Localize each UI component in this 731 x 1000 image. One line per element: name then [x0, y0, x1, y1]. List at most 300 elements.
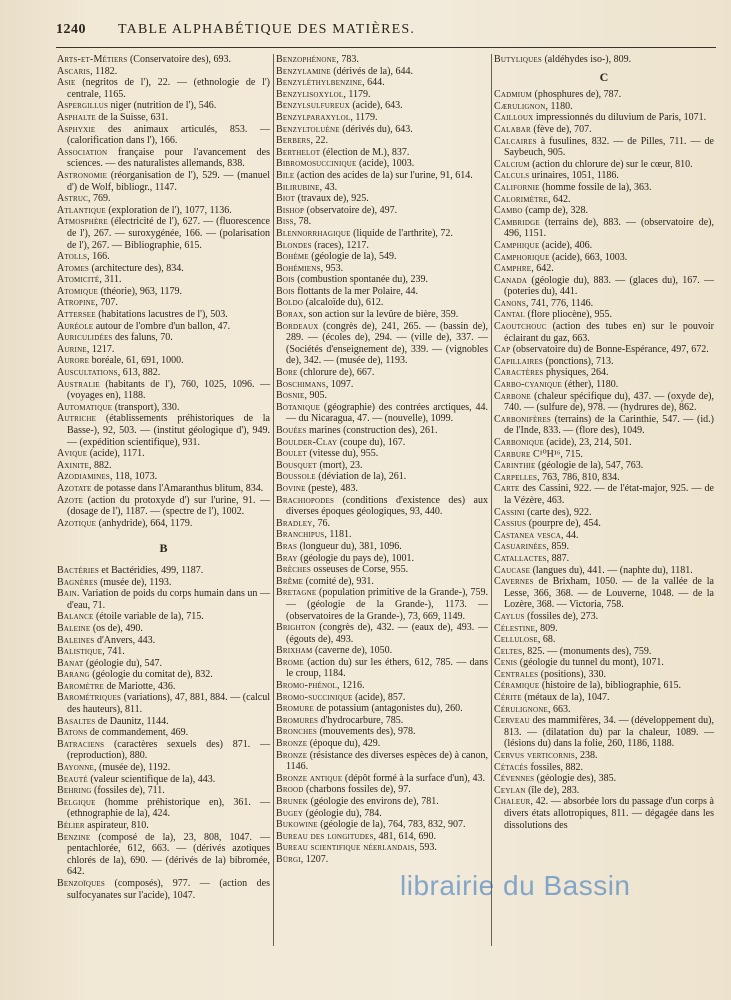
entry-headword: Baleine	[57, 622, 91, 634]
index-entry	[276, 228, 488, 240]
entry-headword: Carpelles	[494, 471, 538, 483]
entry-references: (fossiles de), 711.	[91, 785, 165, 797]
entry-references: , 613, 882.	[117, 367, 161, 379]
entry-references: flottants de la mer Polaire, 44.	[294, 285, 419, 297]
index-entry	[57, 739, 270, 762]
entry-references: (géologie du), 784.	[303, 807, 382, 819]
index-entry	[57, 785, 270, 797]
index-entry	[57, 100, 270, 112]
entry-references: , 238.	[575, 750, 598, 762]
entry-references: (architecture des), 834.	[89, 262, 184, 274]
entry-headword: Brood	[276, 784, 304, 796]
entry-references: des animaux articulés, 853. — (calorification dans l'), 166.	[67, 123, 270, 147]
entry-headword: Bronze	[276, 738, 308, 750]
index-entry	[276, 251, 488, 263]
entry-headword: Association	[57, 146, 108, 158]
index-entry	[276, 750, 488, 773]
index-entry	[494, 194, 714, 206]
entry-headword: Benzyltoluène	[276, 123, 340, 135]
entry-headword: Cærulignon	[494, 100, 546, 112]
entry-headword: Calabar	[494, 123, 531, 135]
entry-references: (chaleur spécifique du), 437. — (oxyde de), 740. — (sulfure de), 978. — (hydrures de), 862.	[504, 390, 714, 414]
index-entry	[57, 216, 270, 251]
index-entry	[276, 263, 488, 275]
index-entry	[494, 704, 714, 716]
entry-references: (composés), 977. — (action des sulfocyanates sur l'acide), 1047.	[67, 877, 270, 901]
entry-headword: Bayonne	[57, 762, 94, 774]
entry-headword: Brome	[276, 656, 304, 668]
index-entry	[57, 797, 270, 820]
entry-headword: Bukowine	[276, 819, 318, 831]
entry-headword: Atmosphère	[57, 216, 108, 228]
entry-references: (réorganisation de l'), 529. — (manuel d') de Wolf, bibliogr., 1147.	[67, 169, 270, 193]
entry-references: (homme préhistorique en), 361. — (ethnographie de la), 424.	[67, 796, 270, 820]
entry-headword: Atomes	[57, 262, 90, 274]
entry-references: de commandement, 469.	[87, 727, 189, 739]
index-entry	[494, 252, 714, 264]
entry-references: (longueur du), 381, 1096.	[297, 540, 402, 552]
entry-references: (observatoire du) de Bonne-Espérance, 497, 672.	[510, 344, 709, 356]
entry-headword: Benzylsulfureux	[276, 100, 350, 112]
entry-references: (action du) sur les éthers, 612, 785. — dans le croup, 1184.	[286, 656, 488, 680]
index-entry	[494, 530, 714, 542]
index-entry	[276, 738, 488, 750]
entry-references: fossiles, 882.	[527, 761, 583, 773]
entry-headword: Aurore	[57, 355, 90, 367]
entry-headword: Asphyxie	[57, 123, 96, 135]
entry-headword: Auréole	[57, 320, 94, 332]
entry-references: , 642.	[531, 263, 554, 275]
entry-headword: Atolls	[57, 251, 88, 263]
entry-references: , 1182.	[90, 65, 118, 77]
entry-references: , 825. — (monuments des), 759.	[522, 645, 652, 657]
entry-headword: Calcaires	[494, 135, 537, 147]
entry-headword: Canada	[494, 274, 528, 286]
entry-headword: Bromure	[276, 703, 315, 715]
entry-headword: Botanique	[276, 401, 321, 413]
entry-references: de la Suisse, 631.	[95, 111, 169, 123]
entry-references: (carte des), 922.	[524, 506, 592, 518]
index-entry	[57, 379, 270, 402]
index-entry	[494, 275, 714, 298]
index-entry	[494, 541, 714, 553]
index-entry	[494, 750, 714, 762]
index-entry	[276, 321, 488, 367]
entry-headword: Atomicité	[57, 274, 100, 286]
entry-headword: Attersee	[57, 309, 96, 321]
header-rule	[56, 47, 716, 48]
entry-references: autour de l'ombre d'un ballon, 47.	[93, 320, 231, 332]
entry-headword: Bile	[276, 169, 295, 181]
entry-references: , 1207.	[300, 853, 329, 865]
entry-references: (chlorure de), 667.	[297, 367, 375, 379]
entry-references: (acide), 1171.	[87, 448, 145, 460]
entry-references: (géologie de la), 764, 783, 832, 907.	[317, 819, 466, 831]
entry-references: (mort), 23.	[316, 459, 363, 471]
entry-headword: Bugey	[276, 807, 304, 819]
entry-references: (dépôt formé à la surface d'un), 43.	[342, 772, 485, 784]
entry-headword: Bohémiens	[276, 262, 321, 274]
entry-headword: Biot	[276, 193, 296, 205]
entry-headword: Cassius	[494, 518, 527, 530]
entry-references: (congrès de), 241, 265. — (bassin de), 289. — (écoles de), 294. — (ville de), 337. — (Sociétés d'enseignement de), 339. — (vignobles de), 342. — (musée de), 1193.	[286, 320, 488, 367]
index-entry	[57, 147, 270, 170]
index-entry	[494, 715, 714, 750]
entry-headword: Baleines	[57, 634, 95, 646]
entry-headword: Azotate	[57, 482, 92, 494]
entry-references: (composé de la), 23, 808, 1047. — pentachlorée, 612, 663. — (dérivés azotiques chlorés de la), 690. — (dérivés de la) bibromée, 642.	[67, 831, 270, 878]
entry-headword: Benzylisoxylol	[276, 88, 344, 100]
entry-headword: Castanea vesca	[494, 529, 562, 541]
entry-references: (éther), 1180.	[562, 379, 619, 391]
index-entry	[57, 170, 270, 193]
index-entry	[276, 170, 488, 182]
index-entry	[494, 623, 714, 635]
index-entry	[276, 367, 488, 379]
entry-references: (caractères sexuels des) 871. — (reproduction), 880.	[67, 738, 270, 762]
entry-references: et Bactéridies, 499, 1187.	[98, 564, 204, 576]
entry-headword: Bronches	[276, 726, 317, 738]
entry-headword: Brême	[276, 575, 304, 587]
entry-references: , 1180.	[545, 100, 573, 112]
entry-headword: Boulet	[276, 448, 307, 460]
entry-headword: Balance	[57, 611, 94, 623]
entry-headword: Bagnères	[57, 576, 98, 588]
entry-references: (dérivés de la), 644.	[330, 65, 413, 77]
entry-references: (géologie du), 883. — (glaces du), 167. — (poteries du), 441.	[504, 274, 714, 298]
index-entry	[276, 158, 488, 170]
entry-headword: Cantal	[494, 309, 526, 321]
entry-headword: Brighton	[276, 622, 316, 634]
entry-headword: Bray	[276, 552, 298, 564]
entry-headword: Brixham	[276, 645, 313, 657]
entry-references: (observatoire de), 497.	[304, 204, 398, 216]
entry-references: (géologie du), 547.	[83, 657, 162, 669]
index-entry	[57, 588, 270, 611]
entry-references: (musée de), 1193.	[97, 576, 172, 588]
entry-headword: Chaleur	[494, 796, 531, 808]
entry-headword: Caractères	[494, 367, 544, 379]
entry-references: osseuses de Corse, 955.	[310, 564, 409, 576]
entry-references: (mouvements des), 978.	[316, 726, 416, 738]
entry-references: , 1217.	[86, 343, 115, 355]
entry-references: , 644.	[362, 77, 385, 89]
entry-headword: Cadmium	[494, 89, 533, 101]
entry-references: (langues du), 441. — (naphte du), 1181.	[530, 564, 693, 576]
index-entry	[494, 205, 714, 217]
page-number: 1240	[56, 22, 86, 37]
entry-references: , 22.	[310, 135, 329, 147]
index-entry	[276, 147, 488, 159]
entry-headword: Camphique	[494, 239, 540, 251]
entry-headword: Bromures	[276, 714, 319, 726]
entry-references: , 769.	[87, 193, 111, 205]
index-entry	[276, 193, 488, 205]
entry-references: (géologie de la), 547, 763.	[535, 460, 644, 472]
entry-references: de Mariotte, 436.	[103, 680, 176, 692]
entry-headword: Bromo-phénol	[276, 680, 338, 692]
entry-references: (peste), 483.	[305, 482, 358, 494]
entry-references: , 953.	[320, 262, 344, 274]
entry-references: , son action sur la levûre de bière, 359.	[303, 309, 459, 321]
entry-headword: Carbure	[494, 448, 531, 460]
entry-references: impressionnés du diluvium de Paris, 1071.	[533, 112, 707, 124]
index-entry	[276, 657, 488, 680]
entry-headword: Australie	[57, 378, 100, 390]
index-entry	[276, 796, 488, 808]
entry-references: (époque du), 429.	[307, 738, 381, 750]
entry-references: , 1179.	[350, 111, 378, 123]
index-entry	[57, 820, 270, 832]
entry-references: (géologie du tunnel du mont), 1071.	[517, 657, 664, 669]
entry-references: (charbons fossiles de), 97.	[303, 784, 411, 796]
entry-headword: Azotique	[57, 517, 97, 529]
entry-headword: Atomique	[57, 285, 98, 297]
entry-references: (anhydride), 664, 1179.	[96, 517, 193, 529]
entry-references: (géographie) des contrées arctiques, 44. — du Nicaragua, 47. — (nouvelle), 1099.	[286, 401, 488, 425]
index-entry	[57, 878, 270, 901]
entry-headword: Asie	[57, 77, 76, 89]
index-column-1	[57, 54, 270, 901]
entry-headword: Celtes	[494, 645, 523, 657]
entry-references: de Daunitz, 1144.	[95, 715, 169, 727]
index-entry	[276, 819, 488, 831]
entry-references: (fossiles de), 273.	[524, 610, 599, 622]
entry-headword: Auscultations	[57, 367, 118, 379]
entry-references: , 1181.	[324, 529, 352, 541]
index-entry	[494, 669, 714, 681]
index-entry	[494, 472, 714, 484]
entry-references: , 741.	[102, 646, 125, 658]
entry-headword: Camphorique	[494, 251, 550, 263]
index-entry	[276, 495, 488, 518]
index-entry	[276, 66, 488, 78]
entry-headword: Blennorrhagique	[276, 227, 351, 239]
index-entry	[494, 565, 714, 577]
index-entry	[494, 507, 714, 519]
index-entry	[57, 355, 270, 367]
index-entry	[57, 193, 270, 205]
index-entry	[57, 727, 270, 739]
entry-headword: Branchipus	[276, 529, 325, 541]
entry-headword: Astruc	[57, 193, 88, 205]
entry-headword: Bureau des longitudes	[276, 830, 374, 842]
entry-headword: Atlantique	[57, 204, 106, 216]
entry-headword: Auriculidées	[57, 332, 113, 344]
entry-headword: Bilirubine	[276, 181, 320, 193]
entry-references: (histoire de la), bibliographie, 615.	[539, 680, 682, 692]
entry-headword: Brèches	[276, 564, 311, 576]
section-letter: C	[599, 69, 609, 84]
page-header	[56, 22, 716, 44]
entry-references: , 707.	[95, 297, 118, 309]
entry-references: (géologie de la), 549.	[308, 251, 397, 263]
index-entry	[57, 402, 270, 414]
index-entry	[494, 634, 714, 646]
entry-headword: Bronze antique	[276, 772, 343, 784]
entry-headword: Cenis	[494, 657, 518, 669]
entry-headword: Capillaires	[494, 355, 543, 367]
index-entry	[276, 89, 488, 101]
entry-headword: Batons	[57, 727, 88, 739]
entry-references: (géologie des environs de), 781.	[307, 796, 439, 807]
index-entry	[276, 309, 488, 321]
entry-headword: Azodiamines	[57, 471, 110, 483]
index-entry	[494, 785, 714, 797]
entry-references: d'Anvers, 443.	[94, 634, 156, 646]
entry-headword: Benzyléthylbenzine	[276, 77, 363, 89]
entry-references: (liquide de l'arthrite), 72.	[350, 227, 453, 239]
index-entry	[276, 379, 488, 391]
entry-headword: Bishop	[276, 204, 305, 216]
index-entry	[57, 332, 270, 344]
index-entry	[494, 449, 714, 461]
entry-headword: Belgique	[57, 796, 96, 808]
entry-headword: Cerveau	[494, 715, 530, 727]
index-entry	[494, 54, 714, 66]
entry-headword: Bousquet	[276, 459, 317, 471]
index-entry	[57, 681, 270, 693]
entry-headword: Barang	[57, 669, 90, 681]
index-entry	[494, 170, 714, 182]
entry-references: (résistance des diverses espèces de) à canon, 1146.	[286, 749, 488, 773]
entry-headword: Bretagne	[276, 587, 317, 599]
entry-references: (Conservatoire des), 693.	[127, 54, 232, 65]
index-entry	[494, 344, 714, 356]
index-entry	[57, 518, 270, 530]
entry-headword: Bosnie	[276, 390, 305, 402]
entry-references: (métaux de la), 1047.	[521, 692, 610, 704]
entry-headword: Célestine	[494, 622, 536, 634]
index-entry	[57, 692, 270, 715]
index-entry	[494, 182, 714, 194]
index-entry	[57, 832, 270, 878]
entry-references: (population primitive de la Grande-), 759. — (géologie de la Grande-), 1173. — (observatoires de la Grande-), 73, 669, 1149.	[286, 587, 488, 622]
entry-headword: Cambo	[494, 205, 523, 217]
entry-headword: Benzylamine	[276, 65, 331, 77]
entry-headword: Caucase	[494, 564, 531, 576]
entry-headword: Behring	[57, 785, 92, 797]
entry-headword: Bibromosuccinique	[276, 158, 357, 170]
entry-headword: Brachiopodes	[276, 494, 335, 506]
entry-headword: Bore	[276, 367, 298, 379]
entry-references: C¹⁰H¹⁶, 715.	[530, 448, 583, 460]
entry-headword: Cavernes	[494, 576, 534, 588]
entry-references: (géologie du comitat de), 832.	[89, 669, 213, 681]
entry-references: (habitations lacustres de l'), 503.	[95, 309, 228, 321]
index-entry	[276, 842, 488, 854]
entry-headword: Carbone	[494, 390, 531, 402]
entry-headword: Calculs	[494, 170, 530, 182]
entry-references: . Variation de poids du corps humain dans un — d'eau, 71.	[67, 588, 270, 611]
entry-headword: Bronze	[276, 749, 308, 761]
entry-references: (élection de M.), 837.	[320, 146, 410, 158]
index-entry	[57, 77, 270, 100]
entry-references: physiques, 264.	[543, 367, 609, 379]
entry-headword: Benzoïques	[57, 877, 105, 889]
entry-headword: Avique	[57, 448, 88, 460]
entry-references: , 783.	[336, 54, 359, 65]
entry-references: (coupe du), 167.	[337, 436, 406, 448]
entry-references: (action des acides de la) sur l'urine, 91, 614.	[294, 169, 473, 181]
entry-headword: Carbo-cyanique	[494, 379, 563, 391]
entry-headword: Camphre	[494, 263, 532, 275]
entry-references: , 642.	[547, 193, 571, 205]
index-entry	[494, 414, 714, 437]
entry-headword: Azote	[57, 494, 84, 506]
entry-headword: Carte	[494, 483, 520, 495]
entry-headword: Céramique	[494, 680, 540, 692]
index-entry	[494, 89, 714, 101]
entry-references: (action du protoxyde d') sur l'urine, 91. — (dosage de l'), 1187. — (spectre de l'), 1002.	[67, 494, 270, 518]
entry-references: (combustion spontanée du), 239.	[294, 274, 429, 286]
entry-headword: Bois	[276, 274, 295, 286]
entry-references: (valeur scientifique de la), 443.	[87, 773, 216, 785]
index-entry	[276, 216, 488, 228]
entry-references: (fève de), 707.	[530, 123, 592, 135]
index-entry	[494, 112, 714, 124]
index-entry	[57, 565, 270, 577]
index-entry	[494, 773, 714, 785]
index-entry	[57, 716, 270, 728]
entry-references: (flore pliocène), 955.	[525, 309, 612, 321]
entry-headword: Berthelot	[276, 146, 321, 158]
column-divider	[491, 54, 492, 946]
entry-references: (action des tubes en) sur le pouvoir éclairant du gaz, 663.	[504, 321, 714, 344]
index-entry	[57, 646, 270, 658]
entry-references: niger (nutrition de l'), 546.	[108, 100, 217, 112]
index-entry	[494, 367, 714, 379]
entry-references: , 311.	[99, 274, 122, 286]
entry-headword: Aurine	[57, 343, 87, 355]
entry-headword: Carinthie	[494, 460, 536, 472]
index-entry	[276, 553, 488, 565]
index-entry	[276, 518, 488, 530]
index-entry	[276, 182, 488, 194]
entry-references: (os de), 490.	[90, 622, 143, 634]
entry-headword: Cervus verticornis	[494, 750, 576, 762]
index-entry	[57, 413, 270, 448]
index-entry	[276, 564, 488, 576]
index-entry	[57, 54, 270, 66]
entry-references: (action du chlorure de) sur le cœur, 810.	[529, 158, 693, 170]
index-entry	[57, 460, 270, 472]
entry-references: (transport), 330.	[112, 401, 180, 413]
index-entry	[276, 297, 488, 309]
entry-headword: Ascaris	[57, 65, 91, 77]
entry-references: , 763, 786, 810, 834.	[537, 471, 620, 483]
index-entry	[494, 298, 714, 310]
index-entry	[494, 124, 714, 136]
entry-references: (conditions d'existence des) aux diverses époques géologiques, 93, 440.	[286, 494, 488, 518]
index-entry	[276, 541, 488, 553]
entry-headword: Bouées	[276, 425, 307, 436]
index-entry	[57, 205, 270, 217]
index-entry	[276, 286, 488, 298]
index-entry	[57, 251, 270, 263]
index-entry	[494, 518, 714, 530]
entry-references: , 118, 1073.	[109, 471, 158, 483]
entry-references: (races), 1217.	[311, 239, 369, 251]
entry-references: (établissements préhistoriques de la Basse-), 92, 503. — (institut géologique d'), 949. — (expédition scientifique), 931.	[67, 413, 270, 448]
index-entry	[276, 77, 488, 89]
index-entry	[494, 460, 714, 472]
entry-headword: Bain	[57, 588, 77, 600]
entry-references: (acide), 643.	[349, 100, 403, 112]
entry-references: , 1179.	[343, 88, 371, 100]
entry-headword: Boschimans	[276, 378, 326, 390]
entry-headword: Catallactes	[494, 552, 547, 564]
